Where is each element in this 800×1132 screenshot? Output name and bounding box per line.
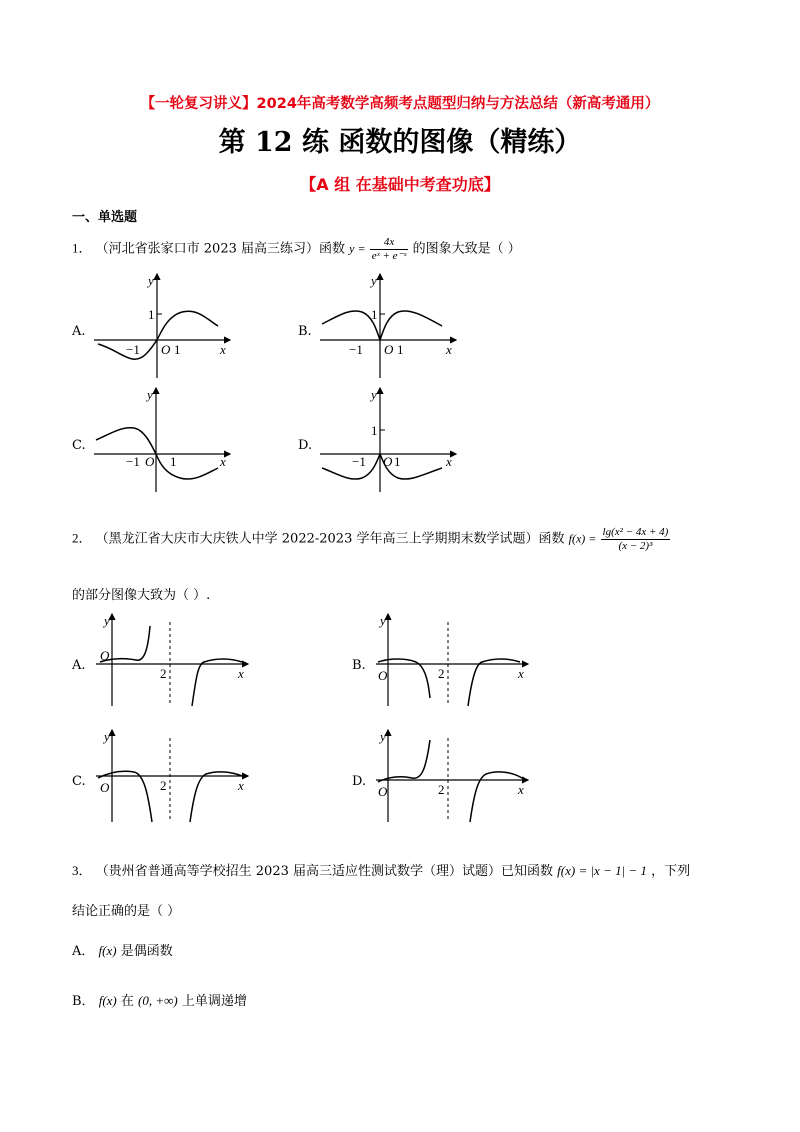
question-number: 1．: [72, 240, 92, 256]
y-label: y: [371, 273, 377, 288]
tick-label: 2: [160, 666, 167, 681]
y-label: y: [147, 387, 153, 402]
question-source: （河北省张家口市 2023 届高三练习）函数: [95, 241, 346, 257]
x-label: x: [446, 454, 452, 469]
graph-curve: [98, 311, 218, 359]
graph-curve: [190, 772, 242, 822]
x-label: x: [238, 666, 244, 681]
graph-curve: [98, 771, 152, 822]
graph-curve: [322, 454, 442, 479]
tick-label: 2: [160, 778, 167, 793]
option-text: 上单调递增: [181, 994, 247, 1009]
formula-lhs: y =: [349, 241, 366, 256]
x-label: x: [238, 778, 244, 793]
q2-graph-b: [372, 608, 542, 708]
q1-option-a-label: A.: [72, 324, 86, 339]
formula-lhs: f(x) =: [568, 531, 597, 546]
x-label: x: [220, 454, 226, 469]
graph-curve: [192, 659, 242, 706]
tick-label: 1: [371, 423, 378, 438]
question-3-line2: 结论正确的是（ ）: [72, 904, 181, 919]
tick-label: −1: [126, 454, 140, 469]
q1-graph-c: [90, 382, 240, 494]
y-label: y: [380, 729, 386, 744]
tick-label: 1: [174, 342, 181, 357]
x-label: x: [518, 666, 524, 681]
q2-graph-d: [372, 724, 542, 824]
tick-label: 2: [438, 666, 445, 681]
formula-denominator: eˣ + e⁻ˣ: [371, 249, 407, 262]
tick-label: 1: [371, 307, 378, 322]
question-tail: ，下列: [651, 864, 691, 879]
origin-label: O: [100, 648, 110, 663]
q1-option-b-label: B.: [298, 324, 312, 339]
option-label: B．: [72, 994, 95, 1009]
origin-label: O: [145, 454, 155, 469]
x-label: x: [220, 342, 226, 357]
tick-label: 1: [170, 454, 177, 469]
y-label: y: [371, 387, 377, 402]
option-text: 在: [120, 994, 134, 1009]
formula-fraction: [601, 526, 671, 552]
tick-label: 2: [438, 782, 445, 797]
y-label: y: [104, 613, 110, 628]
option-label: A．: [72, 944, 95, 959]
q2-option-c-label: C.: [72, 774, 86, 789]
y-label: y: [380, 613, 386, 628]
graph-curve: [322, 311, 442, 340]
q2-option-b-label: B.: [352, 658, 366, 673]
q2-option-a-label: A.: [72, 658, 86, 673]
q1-graph-d: [316, 382, 466, 494]
option-formula: f(x): [98, 943, 117, 958]
q2-option-d-label: D.: [352, 774, 367, 789]
y-label: y: [148, 273, 154, 288]
graph-curve: [378, 740, 430, 782]
x-label: x: [446, 342, 452, 357]
q1-option-c-label: C.: [72, 438, 86, 453]
question-2-line2: 的部分图像大致为（ ）.: [72, 588, 211, 603]
tick-label: 1: [397, 342, 404, 357]
tick-label: −1: [126, 342, 140, 357]
question-3: [72, 860, 690, 879]
q1-option-d-label: D.: [298, 438, 313, 453]
question-source: （黑龙江省大庆市大庆铁人中学 2022-2023 学年高三上学期期末数学试题）函数: [95, 531, 565, 547]
q2-graph-a: [92, 608, 262, 708]
q2-graph-c: [92, 724, 262, 824]
origin-label: O: [384, 342, 394, 357]
origin-label: O: [383, 454, 393, 469]
question-number: 2．: [72, 530, 92, 546]
question-source: （贵州省普通高等学校招生 2023 届高三适应性测试数学（理）试题）已知函数: [95, 864, 554, 879]
formula-denominator: (x − 2)³: [618, 539, 653, 552]
q1-graph-b: [316, 268, 466, 380]
option-text: 是偶函数: [120, 944, 173, 959]
section-label: 一、单选题: [72, 210, 138, 225]
origin-label: O: [161, 342, 171, 357]
question-2: [72, 526, 670, 552]
tick-label: −1: [349, 342, 363, 357]
tick-label: 1: [148, 307, 155, 322]
group-title: 【A 组 在基础中考查功底】: [300, 175, 500, 194]
q3-option-a: [72, 940, 173, 959]
document-main-title: 第 12 练 函数的图像（精练）: [218, 127, 582, 158]
document-top-title: 【一轮复习讲义】2024年高考数学高频考点题型归纳与方法总结（新高考通用）: [140, 96, 660, 112]
origin-label: O: [378, 784, 388, 799]
tick-label: −1: [352, 454, 366, 469]
origin-label: O: [378, 668, 388, 683]
q3-option-b: [72, 990, 247, 1009]
graph-curve: [96, 428, 218, 479]
formula-numerator: 4x: [370, 236, 409, 250]
question-1: [72, 236, 521, 262]
formula-fraction: [370, 236, 409, 262]
origin-label: O: [100, 780, 110, 795]
option-interval: (0, +∞): [138, 993, 178, 1008]
q1-graph-a: [90, 268, 240, 380]
x-label: x: [518, 782, 524, 797]
tick-label: 1: [394, 454, 401, 469]
y-label: y: [104, 729, 110, 744]
formula-numerator: lg(x² − 4x + 4): [602, 526, 669, 538]
graph-curve: [468, 659, 520, 706]
option-formula: f(x): [98, 993, 117, 1008]
question-tail: 的图象大致是（ ）: [412, 241, 521, 257]
question-number: 3．: [72, 863, 92, 878]
formula: f(x) = |x − 1| − 1: [557, 863, 647, 878]
